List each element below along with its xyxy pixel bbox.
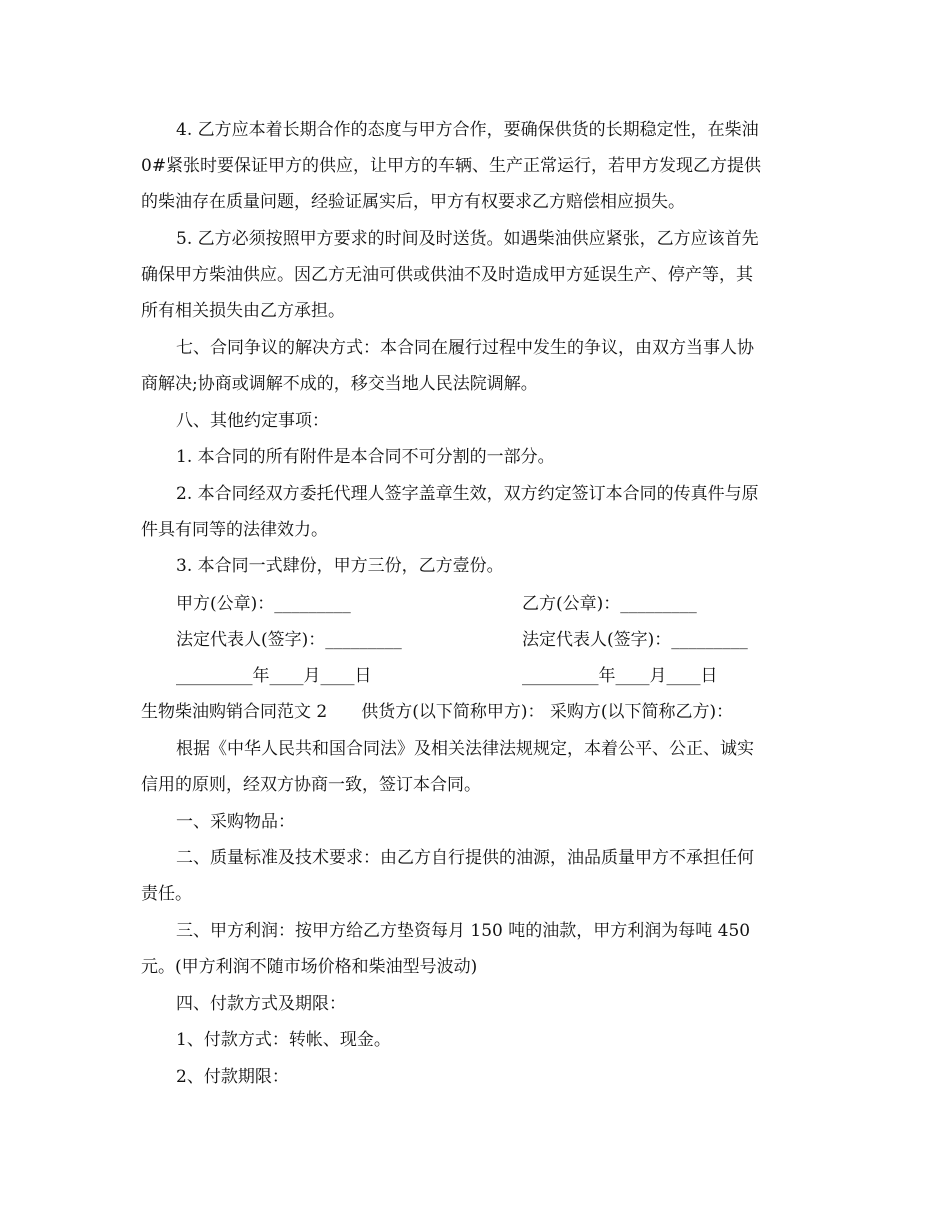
section8-item3: 3. 本合同一式肆份，甲方三份，乙方壹份。 [176,556,504,576]
clause5-line3: 所有相关损失由乙方承担。 [141,301,345,321]
section3-line2: 元。(甲方利润不随市场价格和柴油型号波动) [141,957,478,977]
clause4-line1: 4. 乙方应本着长期合作的态度与甲方合作，要确保供货的长期稳定性，在柴油 [176,120,759,140]
party-b-seal: 乙方(公章)：_________ [522,594,697,614]
contract2-heading: 生物柴油购销合同范文 2 供货方(以下简称甲方)： 采购方(以下简称乙方)： [141,702,734,722]
section7-line1: 七、合同争议的解决方式：本合同在履行过程中发生的争议，由双方当事人协 [176,338,754,358]
section2-line2: 责任。 [141,884,192,904]
section3-line1: 三、甲方利润：按甲方给乙方垫资每月 150 吨的油款，甲方利润为每吨 450 [176,921,751,941]
section4-item1: 1、付款方式：转帐、现金。 [176,1030,391,1050]
clause5-line2: 确保甲方柴油供应。因乙方无油可供或供油不及时造成甲方延误生产、停产等，其 [141,265,753,285]
section4-item2: 2、付款期限： [176,1067,289,1087]
section1-title: 一、采购物品： [176,812,295,832]
section2-line1: 二、质量标准及技术要求：由乙方自行提供的油源，油品质量甲方不承担任何 [176,848,754,868]
section7-line2: 商解决;协商或调解不成的，移交当地人民法院调解。 [141,374,538,394]
section8-item1: 1. 本合同的所有附件是本合同不可分割的一部分。 [176,447,555,467]
section4-title: 四、付款方式及期限： [176,994,346,1014]
party-a-date: _________年____月____日 [176,666,372,686]
preamble-line2: 信用的原则，经双方协商一致，签订本合同。 [141,775,481,795]
section8-item2-line2: 件具有同等的法律效力。 [141,520,328,540]
clause4-line3: 的柴油存在质量问题，经验证属实后，甲方有权要求乙方赔偿相应损失。 [141,192,685,212]
section8-title: 八、其他约定事项： [176,411,329,431]
clause5-line1: 5. 乙方必须按照甲方要求的时间及时送货。如遇柴油供应紧张，乙方应该首先 [176,229,759,249]
preamble-line1: 根据《中华人民共和国合同法》及相关法律法规规定，本着公平、公正、诚实 [176,739,754,759]
party-a-seal: 甲方(公章)：_________ [176,594,351,614]
party-b-representative: 法定代表人(签字)：_________ [522,630,748,650]
clause4-line2: 0#紧张时要保证甲方的供应，让甲方的车辆、生产正常运行，若甲方发现乙方提供 [141,156,762,176]
party-b-date: _________年____月____日 [522,666,718,686]
party-a-representative: 法定代表人(签字)：_________ [176,630,402,650]
section8-item2-line1: 2. 本合同经双方委托代理人签字盖章生效，双方约定签订本合同的传真件与原 [176,484,759,504]
